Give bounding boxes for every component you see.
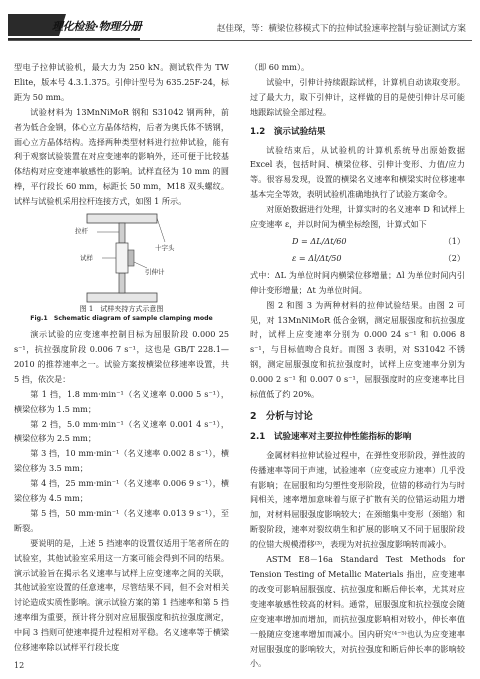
subsection-heading: 2.1 试验速率对主要拉伸性能指标的影响 bbox=[250, 431, 412, 442]
lower-crosshead bbox=[87, 293, 157, 302]
list-item: 第 5 挡，50 mm·min⁻¹（名义速率 0.013 9 s⁻¹），至断裂。 bbox=[14, 507, 229, 533]
page-header bbox=[0, 0, 480, 56]
left-column bbox=[14, 60, 229, 655]
equation-body: D = ΔL/Δt/60 bbox=[292, 235, 347, 246]
paragraph: 金属材料拉伸试验过程中，在弹性变形阶段，弹性波的传播速率等同于声速，试验速率（应变或应力速率）几乎没有影响；在屈服和均匀塑性变形阶段，位错的移动行为与时间相关，速率增加意味着与原子扩散有关的位错运动阻力增加，对材料屈服强度影响较大；在颈缩集中变形（颈缩）和断裂阶段，速率对裂纹萌生和扩展的影响又不同于屈服阶段的位错大规模滑移⁽³⁾，表现为对抗拉强度影响转而减小。 bbox=[250, 449, 465, 550]
specimen bbox=[116, 243, 128, 273]
journal-logo-text: 理化检验·物理分册 bbox=[52, 20, 142, 33]
extensometer bbox=[128, 250, 134, 266]
list-item: 第 2 挡，5.0 mm·min⁻¹（名义速率 0.001 4 s⁻¹），横梁位移为 2.5 mm； bbox=[14, 418, 229, 444]
label-extensometer: 引伸计 bbox=[144, 268, 164, 277]
equation-number: （1） bbox=[443, 235, 465, 246]
clamping-diagram bbox=[47, 212, 197, 304]
right-column bbox=[250, 60, 465, 671]
paragraph: ASTM E8－16a Standard Test Methods for Tension Testing of Metallic Materials 指出，应变速率的改变可影响屈服强度、抗拉强度和断后伸长率，尤其对应变速率敏感性较高的材料。通常，屈服强度和抗拉强度会随应变速率增加而增加，而抗拉强度影响相对较小，伸长率值一般随应变速率增加而减小。国内研究⁽⁴⁻⁵⁾也认为应变速率对屈服强度的影响较大，对抗拉强度和断后伸长率的影响较小。 bbox=[250, 554, 465, 669]
equation-1 bbox=[250, 234, 465, 249]
paragraph: 演示试验的应变速率控制目标为屈服阶段 0.000 25 s⁻¹，抗拉强度阶段 0.006 7 s⁻¹，这也是 GB/T 228.1—2010 的推荐速率之一。试验方案按横梁位移速率设置，共 5 挡，依次是： bbox=[14, 329, 229, 384]
page-number: 12 bbox=[14, 661, 25, 670]
label-crosshead: 十字头 bbox=[154, 244, 174, 253]
figure-caption-cn: 图 1 试样夹持方式示意图 bbox=[79, 305, 164, 314]
running-title: 赵佳琛，等：横梁位移模式下的拉伸试验速率控制与验证测试方案 bbox=[216, 24, 466, 34]
paragraph: 试验材料为 13MnNiMoR 钢和 S31042 钢两种，前者为低合金钢，体心立方晶体结构，后者为奥氏体不锈钢，面心立方晶体结构。选择两种类型材料进行拉伸试验，能有利于观察试验装置在对应变速率的影响外，还可便于比较基体结构对应变速率敏感性的影响。试样直径为 10 mm 的圆棒，平行段长 60 mm，标距长 50 mm，M18 双头螺纹。试样与试验机采用拉杆连接方式，如图 1 所示。 bbox=[14, 106, 229, 207]
equation-number: （2） bbox=[443, 252, 465, 263]
equation-body: ε = Δl/Δt/50 bbox=[292, 252, 342, 263]
paragraph: 式中：ΔL 为单位时间内横梁位移增量；Δl 为单位时间内引伸计变形增量；Δt 为单位时间。 bbox=[250, 269, 465, 295]
paragraph: （即 60 mm）。 bbox=[250, 62, 310, 72]
lower-pull-rod bbox=[119, 273, 125, 293]
header-rule bbox=[8, 40, 472, 41]
section-heading: 2 分析与讨论 bbox=[250, 410, 313, 422]
label-specimen: 试样 bbox=[79, 254, 93, 263]
paragraph: 试验结束后，从试验机的计算机系统导出原始数据 Excel 表，包括时间、横梁位移、引伸计变形、力值/应力等。很容易发现，设置的横梁名义速率和横梁实时位移速率基本完全等效，表明试验机准确地执行了试验方案命令。 bbox=[250, 144, 465, 200]
section-heading: 1.2 演示试验结果 bbox=[250, 126, 326, 137]
list-item: 第 3 挡，10 mm·min⁻¹（名义速率 0.002 8 s⁻¹），横梁位移为 3.5 mm； bbox=[14, 448, 229, 474]
upper-pull-rod bbox=[119, 223, 125, 243]
paragraph: 型电子拉伸试验机，最大力为 250 kN。测试软件为 TW Elite，版本号 4.3.1.375。引伸计型号为 635.25F-24，标距为 50 mm。 bbox=[14, 62, 229, 102]
figure-caption-en: Fig.1 Schematic diagram of sample clamping mode bbox=[30, 315, 213, 323]
paragraph: 图 2 和图 3 为两种材料的拉伸试验结果。由图 2 可见，对 13MnNiMoR 低合金钢，测定屈服强度和抗拉强度时，试样上应变速率分别为 0.000 24 s⁻¹ 和 0.006 8 s⁻¹，与目标值吻合良好。而图 3 表明，对 S31042 不锈钢，测定屈服强度和抗拉强度时，试样上应变速率分别为 0.000 2 s⁻¹ 和 0.007 0 s⁻¹，屈服强度时的应变速率比目标值低了约 20%。 bbox=[250, 299, 465, 400]
list-item: 第 1 挡，1.8 mm·min⁻¹（名义速率 0.000 5 s⁻¹），横梁位移为 1.5 mm； bbox=[14, 388, 229, 414]
equation-2 bbox=[250, 251, 465, 266]
leader-cross bbox=[157, 218, 165, 242]
figure-1 bbox=[14, 212, 229, 327]
paragraph: 对原始数据进行处理，计算实时的名义速率 D 和试样上应变速率 ε，并以时间为横坐标绘图，计算式如下 bbox=[250, 204, 465, 230]
list-item: 第 4 挡，25 mm·min⁻¹（名义速率 0.006 9 s⁻¹），横梁位移为 4.5 mm； bbox=[14, 478, 229, 504]
paragraph: 试验中，引伸计持续跟踪试样，计算机自动读取变形。过了最大力，取下引伸计，这样做的目的是使引伸计尽可能地跟踪试验全部过程。 bbox=[250, 76, 465, 117]
upper-crosshead bbox=[87, 214, 157, 223]
paragraph: 要说明的是，上述 5 挡速率的设置仅适用于笔者所在的试验室，其他试验室采用这一方案可能会得到不同的结果。演示试验旨在揭示名义速率与试样上应变速率之间的关联，其他试验室设置的任意速率，尽管结果不同，但不会对相关讨论造成实质性影响。演示试验方案的第 1 挡速率和第 5 挡速率细为重要，预计将分别对应屈服强度和抗拉强度测定，中间 3 挡则可使速率提升过程相对平稳。名义速率等于横梁位移速率除以试样平行段长度 bbox=[14, 537, 229, 653]
label-rod: 拉杆 bbox=[74, 227, 88, 236]
